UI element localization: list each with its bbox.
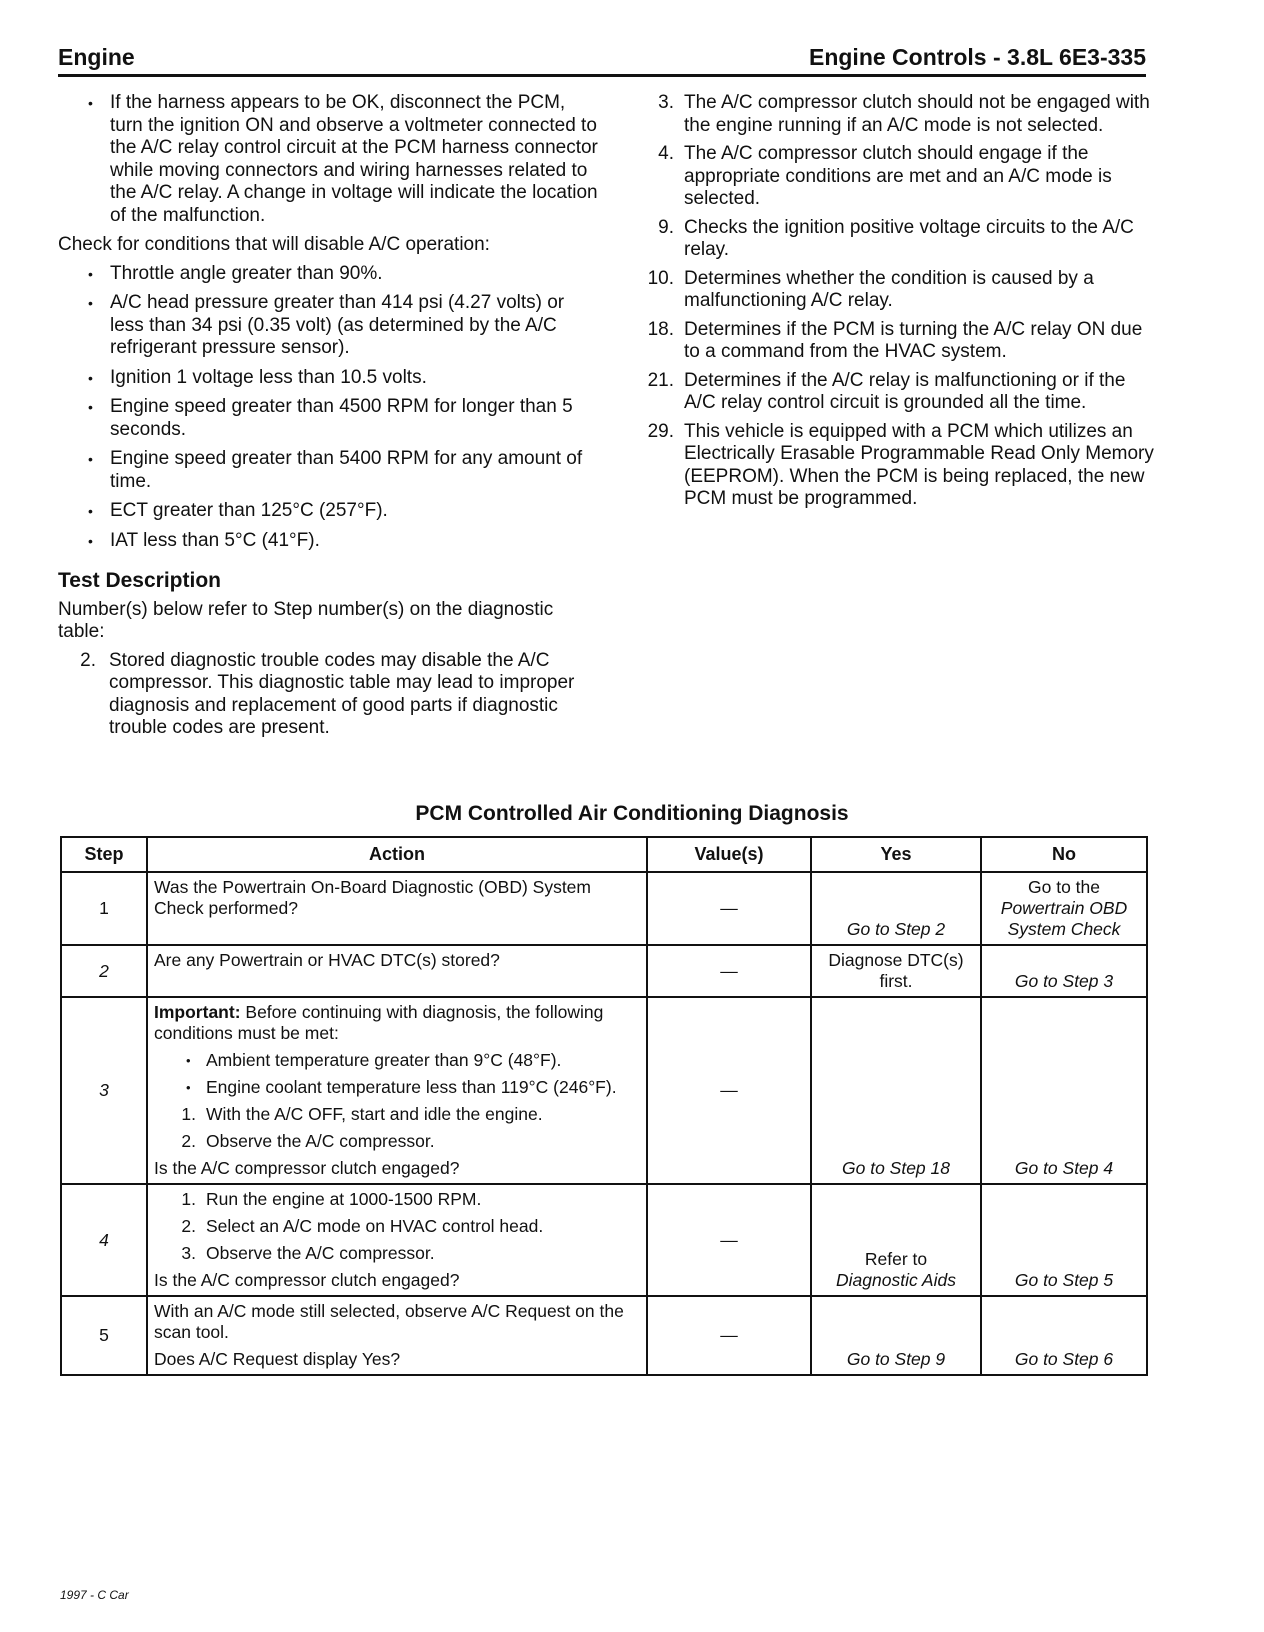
list-item: • A/C head pressure greater than 414 psi (4.27 volts) or less than 34 psi (0.35 volt) (as determined by the A/C refrigerant pressure sensor). — [58, 292, 598, 360]
list-item: 29. This vehicle is equipped with a PCM which utilizes an Electrically Erasable Programmable Read Only Memory (EEPROM). When the PCM is being replaced, the new PCM must be programmed. — [647, 420, 1154, 509]
list-item: • Ignition 1 voltage less than 10.5 volts. — [58, 367, 598, 390]
substep-list — [154, 1104, 640, 1152]
conditions-list — [58, 263, 598, 553]
page-header — [58, 42, 1146, 77]
action-cell: With an A/C mode still selected, observe A/C Request on the scan tool. Does A/C Request display Yes? — [147, 1296, 647, 1375]
column-header-values: Value(s) — [647, 837, 811, 872]
no-cell: Go to Step 3 — [981, 945, 1147, 997]
value-cell: — — [647, 945, 811, 997]
list-item: 4. The A/C compressor clutch should engage if the appropriate conditions are met and an A/C mode is selected. — [658, 143, 1112, 209]
step-number: 3 — [61, 997, 147, 1184]
action-cell: Was the Powertrain On-Board Diagnostic (OBD) System Check performed? — [147, 872, 647, 945]
step-question: Does A/C Request display Yes? — [154, 1349, 401, 1369]
value-cell: — — [647, 1296, 811, 1375]
check-conditions-text: Check for conditions that will disable A/C operation: — [58, 234, 490, 255]
list-item: 1. With the A/C OFF, start and idle the engine. — [181, 1104, 543, 1124]
column-header-action: Action — [147, 837, 647, 872]
table-row — [61, 1184, 1147, 1296]
list-item: 3. The A/C compressor clutch should not be engaged with the engine running if an A/C mode is not selected. — [658, 92, 1150, 136]
yes-cell: Go to Step 9 — [811, 1296, 981, 1375]
table-row — [61, 997, 1147, 1184]
list-item: • IAT less than 5°C (41°F). — [58, 530, 598, 553]
test-description-heading: Test Description — [58, 569, 221, 592]
list-item: 9. Checks the ignition positive voltage circuits to the A/C relay. — [658, 216, 1134, 260]
no-cell: Go to Step 5 — [981, 1184, 1147, 1296]
table-title: PCM Controlled Air Conditioning Diagnosis — [415, 802, 849, 825]
table-row — [61, 872, 1147, 945]
diagnosis-table — [60, 836, 1148, 1376]
column-header-no: No — [981, 837, 1147, 872]
column-header-step: Step — [61, 837, 147, 872]
list-item: 2. Observe the A/C compressor. — [181, 1131, 435, 1151]
action-cell: Are any Powertrain or HVAC DTC(s) stored? — [147, 945, 647, 997]
list-item: • ECT greater than 125°C (257°F). — [58, 500, 598, 523]
list-item: 1. Run the engine at 1000-1500 RPM. — [181, 1189, 482, 1209]
step-number: 5 — [61, 1296, 147, 1375]
action-cell: Important: Before continuing with diagnosis, the following conditions must be met: • Ambient temperature greater than 9°C (48°F). • Engine coolant temperature less than 119°C (246°F). 1. With the A/C OFF, start and idle the engine. 2. Observe the A/C compressor. Is the A/C compressor clutch engaged? — [147, 997, 647, 1184]
list-item: • Throttle angle greater than 90%. — [58, 263, 598, 286]
table-header-row — [61, 837, 1147, 872]
test-step-list — [58, 650, 598, 740]
yes-cell: Refer to Diagnostic Aids — [811, 1184, 981, 1296]
table-row — [61, 945, 1147, 997]
list-item: 2. Stored diagnostic trouble codes may disable the A/C compressor. This diagnostic table may lead to improper diagnosis and replacement of good parts if diagnostic trouble codes are present. — [80, 649, 575, 738]
yes-cell: Go to Step 2 — [811, 872, 981, 945]
list-item: • Engine coolant temperature less than 119°C (246°F). — [154, 1077, 640, 1098]
value-cell: — — [647, 872, 811, 945]
value-cell: — — [647, 1184, 811, 1296]
step-number: 1 — [61, 872, 147, 945]
intro-bullet-list — [58, 92, 598, 227]
yes-cell: Diagnose DTC(s) first. — [811, 945, 981, 997]
step-number: 2 — [61, 945, 147, 997]
column-header-yes: Yes — [811, 837, 981, 872]
list-item: 18. Determines if the PCM is turning the A/C relay ON due to a command from the HVAC system. — [647, 318, 1143, 362]
section-title: Engine — [58, 44, 135, 70]
list-item: 3. Observe the A/C compressor. — [181, 1243, 435, 1263]
step-number: 4 — [61, 1184, 147, 1296]
yes-cell: Go to Step 18 — [811, 997, 981, 1184]
list-item: • Engine speed greater than 4500 RPM for longer than 5 seconds. — [58, 396, 598, 441]
list-item: • Ambient temperature greater than 9°C (48°F). — [154, 1050, 640, 1071]
list-item: 10. Determines whether the condition is caused by a malfunctioning A/C relay. — [647, 267, 1094, 311]
step-question: Is the A/C compressor clutch engaged? — [154, 1270, 460, 1290]
list-item: 2. Select an A/C mode on HVAC control head. — [181, 1216, 544, 1236]
no-cell: Go to the Powertrain OBD System Check — [981, 872, 1147, 945]
right-column — [636, 92, 1156, 517]
list-item: 21. Determines if the A/C relay is malfunctioning or if the A/C relay control circuit is grounded all the time. — [647, 369, 1126, 413]
test-step-list — [636, 92, 1156, 511]
value-cell: — — [647, 997, 811, 1184]
left-column — [58, 92, 598, 746]
action-cell — [147, 1184, 647, 1296]
chapter-title: Engine Controls - 3.8L 6E3-335 — [808, 44, 1146, 70]
table-row — [61, 1296, 1147, 1375]
no-cell: Go to Step 4 — [981, 997, 1147, 1184]
list-item: • If the harness appears to be OK, disconnect the PCM, turn the ignition ON and observe a voltmeter connected to the A/C relay control circuit at the PCM harness connector while moving connectors and wiring harnesses related to the A/C relay. A change in voltage will indicate the location of the malfunction. — [58, 92, 598, 227]
page-footer: 1997 - C Car — [60, 1588, 129, 1602]
condition-bullets — [154, 1050, 640, 1098]
test-description-intro: Number(s) below refer to Step number(s) on the diagnostic table: — [58, 598, 554, 642]
step-question: Is the A/C compressor clutch engaged? — [154, 1158, 460, 1178]
list-item: • Engine speed greater than 5400 RPM for any amount of time. — [58, 448, 598, 493]
substep-list — [154, 1189, 640, 1264]
important-label: Important: — [154, 1002, 241, 1022]
no-cell: Go to Step 6 — [981, 1296, 1147, 1375]
